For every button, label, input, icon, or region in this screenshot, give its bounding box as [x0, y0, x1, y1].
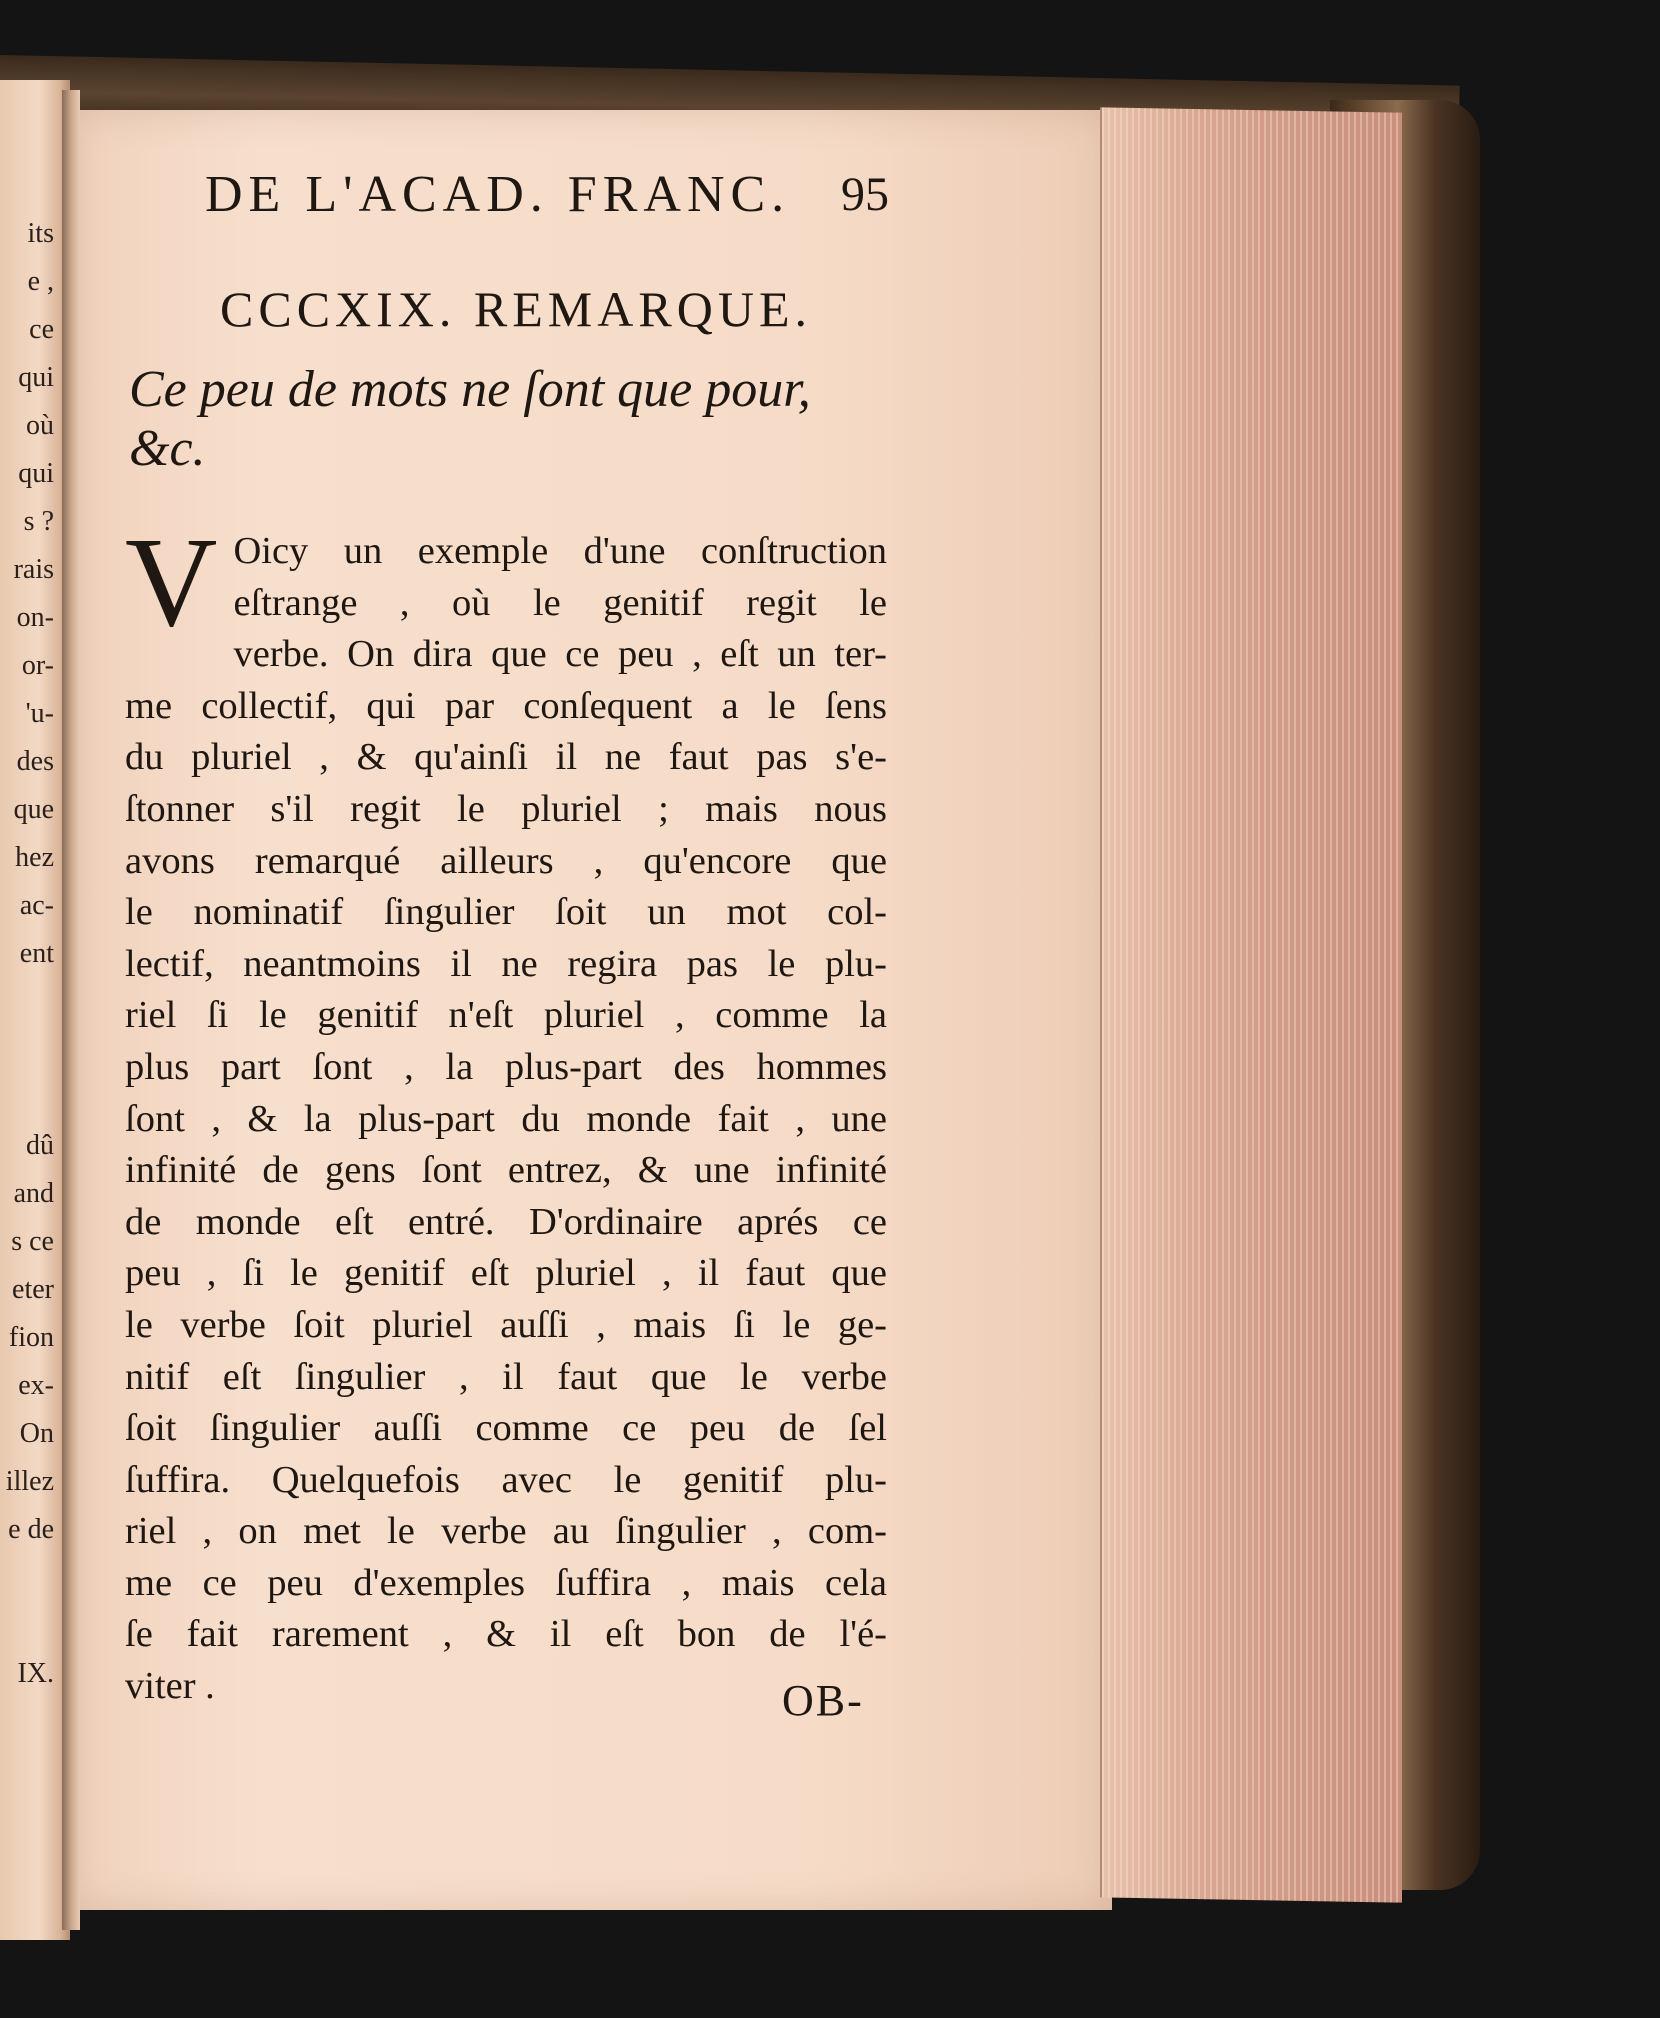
left-page-fragment: qui — [18, 458, 54, 489]
running-title: DE L'ACAD. FRANC. — [205, 166, 791, 223]
left-page-fragment: its — [27, 218, 54, 249]
left-page-fragment — [0, 1602, 54, 1650]
left-page-fragment: e , — [27, 266, 54, 297]
text-line: avons remarqué ailleurs , qu'encore que — [125, 839, 887, 882]
remark-subtitle: Ce peu de mots ne ſont que pour, &c. — [129, 361, 811, 477]
running-head — [125, 165, 895, 235]
left-page-fragment: IX. — [17, 1658, 54, 1689]
text-line: le nominatif ſingulier ſoit un mot col- — [125, 891, 887, 934]
drop-cap: V — [125, 511, 218, 653]
text-line: me ce peu d'exemples ſuffira , mais cela — [125, 1561, 887, 1604]
text-line: lectif, neantmoins il ne regira pas le plu- — [125, 942, 887, 985]
text-line: plus part ſont , la plus-part des hommes — [125, 1045, 887, 1088]
left-page-fragment: On — [19, 1418, 54, 1449]
text-line: viter . — [125, 1665, 215, 1708]
left-page-fragment: que — [13, 794, 54, 825]
left-page-fragment: e de — [8, 1514, 54, 1545]
left-page-fragment: 'u- — [25, 698, 54, 729]
text-line: eſtrange , où le genitif regit le — [233, 581, 887, 624]
text-line: riel ſi le genitif n'eſt pluriel , comme la — [125, 994, 887, 1037]
left-page-fragment: où — [26, 410, 54, 441]
page-fore-edge — [1100, 107, 1402, 1902]
text-line: le verbe ſoit pluriel auſſi , mais ſi le ge- — [125, 1303, 887, 1346]
left-page-fragment: ce — [29, 314, 54, 345]
page-gutter — [62, 90, 80, 1930]
text-line: Oicy un exemple d'une conſtruction — [233, 530, 887, 572]
left-page-fragment: des — [16, 746, 54, 777]
text-line: ſtonner s'il regit le pluriel ; mais nous — [125, 787, 887, 830]
left-page-fragment: qui — [18, 362, 54, 393]
left-page-fragment: s ? — [23, 506, 54, 537]
text-line: peu , ſi le genitif eſt pluriel , il faut que — [125, 1252, 887, 1295]
left-page-fragment: hez — [15, 842, 54, 873]
text-line: infinité de gens ſont entrez, & une infinité — [125, 1149, 887, 1192]
left-page-fragment: s ce — [11, 1226, 54, 1257]
left-page-fragment: on- — [16, 602, 54, 633]
remark-heading: CCCXIX. REMARQUE. — [220, 281, 812, 337]
left-page-fragment: and — [13, 1178, 54, 1209]
left-page-fragment — [0, 1026, 54, 1074]
text-line: ſuffira. Quelquefois avec le genitif plu- — [125, 1458, 887, 1501]
left-page-fragment: ent — [19, 938, 54, 969]
left-page-fragment — [0, 978, 54, 1026]
left-page-fragment: eter — [12, 1274, 54, 1305]
left-page-fragment: or- — [21, 650, 54, 681]
catchword: OB- — [782, 1676, 864, 1725]
left-page-fragment: dû — [26, 1130, 54, 1161]
page-content — [125, 165, 895, 1713]
left-page-fragment: rais — [13, 554, 54, 585]
left-page-fragment: fion — [8, 1322, 54, 1353]
left-page-fragment — [0, 1554, 54, 1602]
text-line: ſe fait rarement , & il eſt bon de l'é- — [125, 1613, 887, 1656]
text-line: ſont , & la plus-part du monde fait , une — [125, 1097, 887, 1140]
left-page-text-fragments — [0, 210, 60, 1710]
text-line: ſoit ſingulier auſſi comme ce peu de ſel — [125, 1407, 887, 1450]
left-page-fragment: ex- — [18, 1370, 54, 1401]
page-number: 95 — [841, 168, 889, 221]
text-line: du pluriel , & qu'ainſi il ne faut pas s'e- — [125, 736, 887, 779]
text-line: verbe. On dira que ce peu , eſt un ter- — [233, 633, 887, 676]
left-page-fragment — [0, 1074, 54, 1122]
text-line: riel , on met le verbe au ſingulier , com- — [125, 1510, 887, 1553]
left-page-fragment: ac- — [19, 890, 54, 921]
text-line: de monde eſt entré. D'ordinaire aprés ce — [125, 1200, 887, 1243]
text-line: nitif eſt ſingulier , il faut que le verbe — [125, 1355, 887, 1398]
body-text — [125, 511, 895, 1713]
text-line: me collectif, qui par conſequent a le ſens — [125, 684, 887, 727]
left-page-fragment: illez — [5, 1466, 54, 1497]
